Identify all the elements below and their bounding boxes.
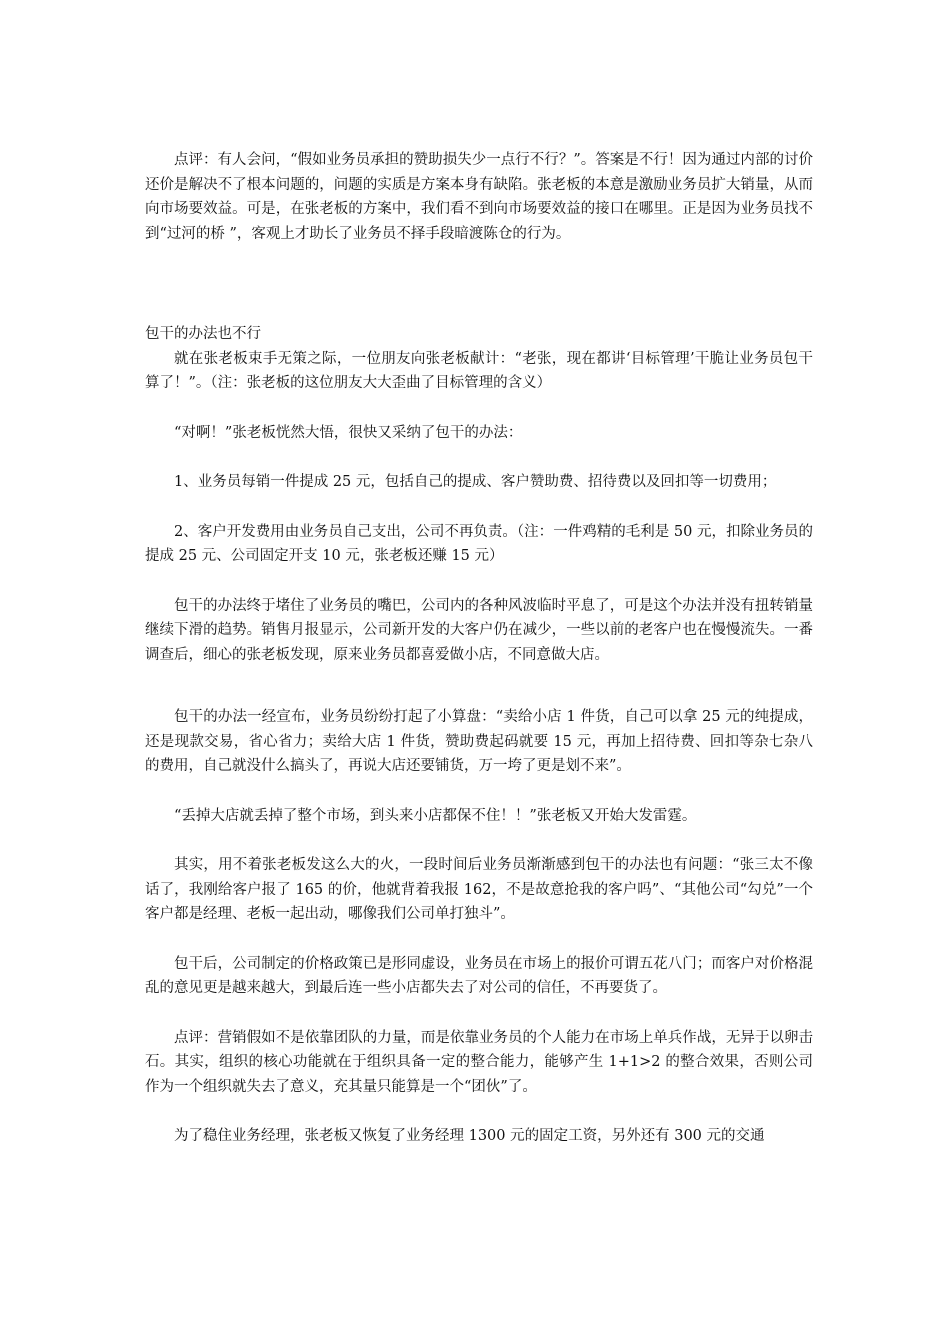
spacer bbox=[145, 495, 813, 520]
spacer bbox=[145, 569, 813, 594]
paragraph-price-chaos: 包干后，公司制定的价格政策已是形同虚设，业务员在市场上的报价可谓五花八门；而客户对价格混乱的意见更是越来越大，到最后连一些小店都失去了对公司的信任，不再要货了。 bbox=[145, 955, 813, 996]
paragraph-rule-1: 1、业务员每销一件提成 25 元，包括自己的提成、客户赞助费、招待费以及回扣等一切费用； bbox=[174, 474, 777, 490]
paragraph-problems: 其实，用不着张老板发这么大的火，一段时间后业务员渐渐感到包干的办法也有问题：“张三太不像话了，我刚给客户报了 165 的价，他就背着我报 162，不是故意抢我的客户吗”、“其他公司“勾兑”一个客户都是经理、老板一起出动，哪像我们公司单打独斗”。 bbox=[145, 857, 813, 922]
spacer bbox=[145, 828, 813, 853]
spacer bbox=[145, 246, 813, 322]
spacer bbox=[145, 396, 813, 421]
paragraph-commentary-1: 点评：有人会问，“假如业务员承担的赞助损失少一点行不行？”。答案是不行！因为通过内部的讨价还价是解决不了根本问题的，问题的实质是方案本身有缺陷。张老板的本意是激励业务员扩大销量，从而向市场要效益。可是，在张老板的方案中，我们看不到向市场要效益的接口在哪里。正是因为业务员找不到“过河的桥 ”，客观上才助长了业务员不择手段暗渡陈仓的行为。 bbox=[145, 152, 813, 242]
spacer bbox=[145, 667, 813, 705]
spacer bbox=[145, 445, 813, 470]
document-body bbox=[145, 148, 813, 1149]
section-heading: 包干的办法也不行 bbox=[145, 326, 261, 342]
paragraph-salary-restore: 为了稳住业务经理，张老板又恢复了业务经理 1300 元的固定工资，另外还有 300 元的交通 bbox=[174, 1128, 765, 1144]
spacer bbox=[145, 1099, 813, 1124]
spacer bbox=[145, 927, 813, 952]
paragraph-boss-reaction: “对啊！”张老板恍然大悟，很快又采纳了包干的办法： bbox=[174, 424, 523, 441]
paragraph-result: 包干的办法终于堵住了业务员的嘴巴，公司内的各种风波临时平息了，可是这个办法并没有扭转销量继续下滑的趋势。销售月报显示，公司新开发的大客户仍在减少，一些以前的老客户也在慢慢流失。一番调查后，细心的张老板发现，原来业务员都喜爱做小店，不同意做大店。 bbox=[145, 597, 813, 663]
spacer bbox=[145, 779, 813, 804]
paragraph-commentary-2: 点评：营销假如不是依靠团队的力量，而是依靠业务员的个人能力在市场上单兵作战，无异于以卵击石。其实，组织的核心功能就在于组织具备一定的整合能力，能够产生 1+1>2 的整合效果，否则公司作为一个组织就失去了意义，充其量只能算是一个“团伙”了。 bbox=[145, 1029, 813, 1095]
spacer bbox=[145, 1001, 813, 1026]
paragraph-salesman-calculation: 包干的办法一经宣布，业务员纷纷打起了小算盘：“卖给小店 1 件货，自己可以拿 25 元的纯提成，还是现款交易，省心省力；卖给大店 1 件货，赞助费起码就要 15 元，再加上招待费、回扣等杂七杂八的费用，自己就没什么搞头了，再说大店还要铺货，万一垮了更是划不来”。 bbox=[145, 709, 813, 774]
paragraph-boss-anger: “丢掉大店就丢掉了整个市场，到头来小店都保不住！！”张老板又开始大发雷霆。 bbox=[174, 807, 697, 824]
paragraph-rule-2: 2、客户开发费用由业务员自己支出，公司不再负责。（注：一件鸡精的毛利是 50 元，扣除业务员的提成 25 元、公司固定开支 10 元，张老板还赚 15 元） bbox=[145, 523, 813, 564]
paragraph-friend-advice: 就在张老板束手无策之际，一位朋友向张老板献计：“老张，现在都讲‘目标管理’干脆让业务员包干算了！”。（注：张老板的这位朋友大大歪曲了目标管理的含义） bbox=[145, 350, 813, 391]
